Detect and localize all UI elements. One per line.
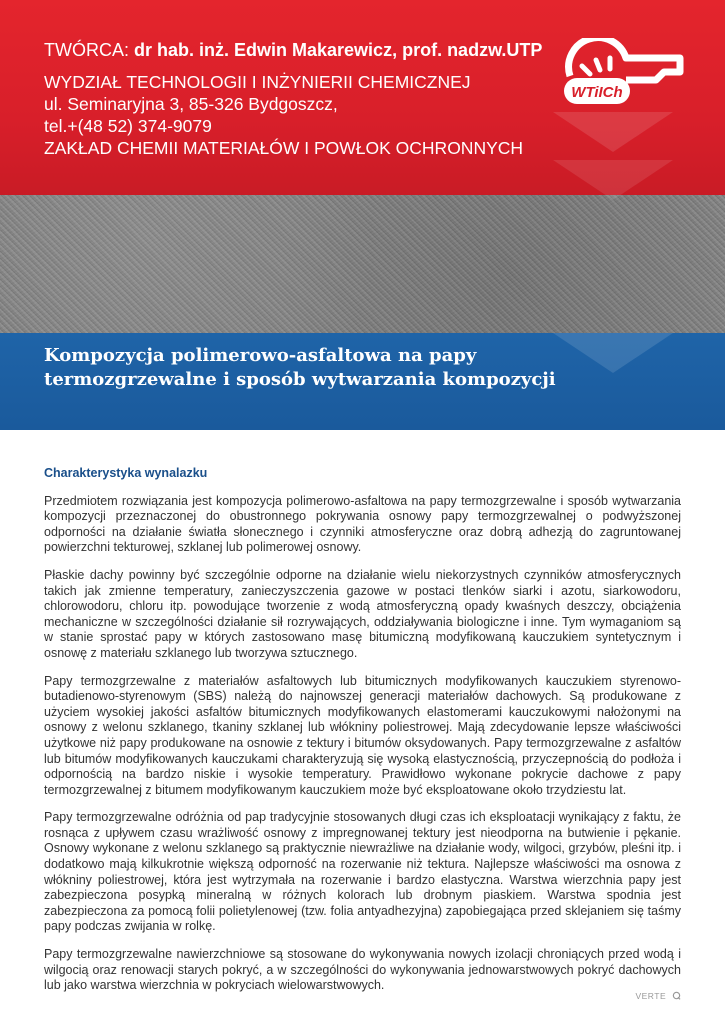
main-content [44,466,681,1006]
page-turn-icon [672,991,681,1002]
department-name: ZAKŁAD CHEMII MATERIAŁÓW I POWŁOK OCHRONNYCH [44,138,524,158]
page-title [44,344,604,392]
section-heading: Charakterystyka wynalazku [44,466,208,480]
logo-text: WTiICh [571,84,623,101]
paragraph-3: Papy termozgrzewalne z materiałów asfaltowych lub bitumicznych modyfikowanych kauczukiem styrenowo-butadienowo-styrenowym (SBS) należą do najnowszej generacji materiałów dachowych. Są produkowane z użyciem wysokiej jakości asfaltów bitumicznych modyfikowanych elastomerami kauczukowymi nałożonymi na osnowy z welonu szklanego, tkaniny szklanej lub włókniny poliestrowej. Mają zdecydowanie lepsze właściwości użytkowe niż papy produkowane na osnowie z tektury i bitumów oksydowanych. Papy termozgrzewalne z asfaltów lub bitumów modyfikowanych kauczukami charakteryzują się wysoką elastycznością, przyczepnością do podłoża i odpornością na bardzo niskie i wysokie temperatury. Prawidłowo wykonane pokrycie dachowe z papy termozgrzewalnej z bitumem modyfikowanym kauczukiem może być eksploatowane około trzydziestu lat. [44,673,681,797]
paragraph-1: Przedmiotem rozwiązania jest kompozycja polimerowo-asfaltowa na papy termozgrzewalne i sposób wytwarzania kompozycji przeznaczonej do obustronnego pokrywania osnowy papy termozgrzewalnej o podwyższonej odporności na działanie światła słonecznego i czynniki atmosferyczne oraz dobrą adhezją do zagruntowanej powierzchni tekturowej, szklanej lub polimerowej osnowy. [44,493,681,555]
faculty-name: WYDZIAŁ TECHNOLOGII I INŻYNIERII CHEMICZNEJ [44,72,471,92]
chevron-decoration [553,112,673,152]
author [44,40,564,61]
author-label: TWÓRCA: [44,40,129,60]
title-line-2: termozgrzewalne i sposób wytwarzania kompozycji [44,369,556,390]
title-line-1: Kompozycja polimerowo-asfaltowa na papy [44,345,477,366]
paragraph-5: Papy termozgrzewalne nawierzchniowe są stosowane do wykonywania nowych izolacji chroniących przed wodą i wilgocią oraz renowacji starych pokryć, a w szczególności do wykonywania jednowarstwowych pokryć dachowych lub jako warstwa wierzchnia w pokryciach wielowarstwowych. [44,947,681,993]
paragraph-2: Płaskie dachy powinny być szczególnie odporne na działanie wielu niekorzystnych czynników atmosferycznych takich jak zmienne temperatury, zanieczyszczenia gazowe w postaci tlenków siarki i azotu, siarkowodoru, chlorowodoru, chloru itp. powodujące tworzenie z wodą atmosferyczną opady kwaśnych deszczy, obciążenia mechaniczne w szczególności działanie sił rozrywających, oddziaływania biologiczne i inne. Tym wymaganiom są w stanie sprostać papy w których zastosowano masę bitumiczną modyfikowaną kauczukiem syntetycznym i osnowę z materiału szklanego lub tworzywa sztucznego. [44,567,681,660]
wtiich-logo [560,38,690,113]
chevron-decoration [553,160,673,200]
phone: tel.+(48 52) 374-9079 [44,116,212,136]
author-name: dr hab. inż. Edwin Makarewicz, prof. nadzw.UTP [134,40,543,60]
verte-label: VERTE [635,991,667,1001]
wtiich-logo-icon [560,38,690,113]
header-info [44,40,564,159]
paragraph-4: Papy termozgrzewalne odróżnia od pap tradycyjnie stosowanych długi czas ich eksploatacji wynikający z faktu, że rosnąca z upływem czasu wrażliwość osnowy z impregnowanej tektury jest nieodporna na butwienie i pękanie. Osnowy wykonane z welonu szklanego są praktycznie niewrażliwe na działanie wody, wilgoci, grzybów, pleśni itp. i dodatkowo mają kilkukrotnie większą odporność na rozerwanie niż tektura. Najlepsze właściwości ma osnowa z włókniny poliestrowej, która jest wytrzymała na rozerwanie i bardzo elastyczna. Warstwa wierzchnia papy jest zabezpieczona posypką mineralną w różnych kolorach lub drobnym piaskiem. Warstwa spodnia jest zabezpieczona za pomocą folii polietylenowej (tzw. folia antyadhezyjna) zapobiegająca przed sklejaniem się taśmy papy podczas zwijania w rolkę. [44,810,681,934]
roof-texture-image [0,195,725,335]
address: ul. Seminaryjna 3, 85-326 Bydgoszcz, [44,94,338,114]
verte-link[interactable] [635,991,681,1002]
